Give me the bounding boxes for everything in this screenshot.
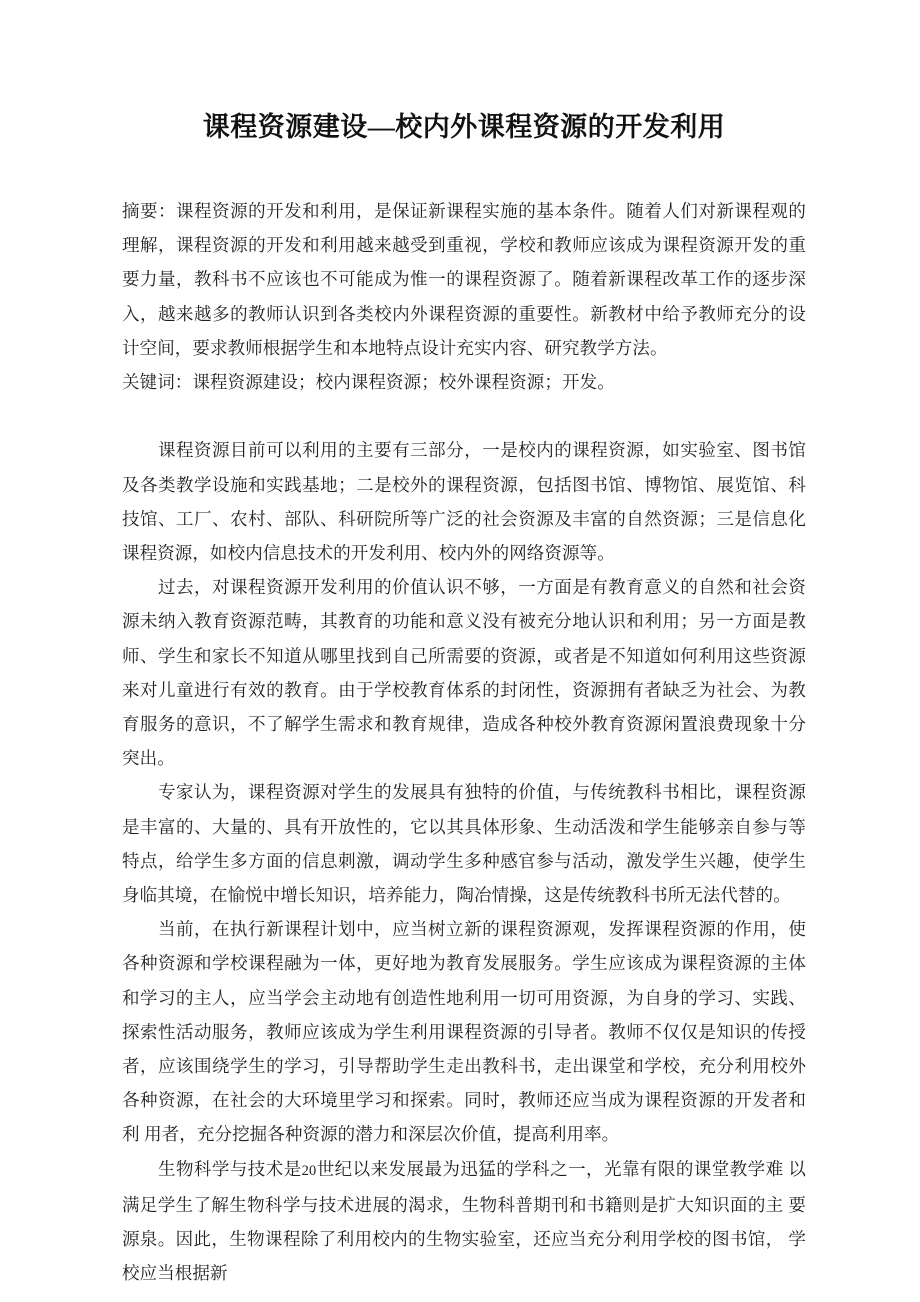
abstract-block <box>122 194 806 399</box>
body-paragraph-5 <box>122 1152 806 1291</box>
body-paragraph-1: 课程资源目前可以利用的主要有三部分，一是校内的课程资源，如实验室、图书馆 及各类教学设施和实践基地；二是校外的课程资源，包括图书馆、博物馆、展览馆、科 技馆、工厂、农村、部队、科研院所等广泛的社会资源及丰富的自然资源；三是信息化 课程资源，如校内信息技术的开发利用、校内外的网络资源等。 <box>122 440 806 564</box>
paragraph-spacer <box>122 399 806 433</box>
body-block <box>122 433 806 1290</box>
last-paragraph-suffix: 世纪以来发展最为迅猛的学科之一，光靠有限的课堂教学难 以满足学生了解生物科学与技术进展的渴求，生物科普期刊和书籍则是扩大知识面的主 要源泉。因此，生物课程除了利用校内的生物实验室，还应当充分利用学校的图书馆， 学校应当根据新 <box>122 1158 806 1284</box>
abstract-paragraph: 摘要：课程资源的开发和利用，是保证新课程实施的基本条件。随着人们对新课程观的 理解，课程资源的开发和利用越来越受到重视，学校和教师应该成为课程资源开发的重 要力量，教科书不应该也不可能成为惟一的课程资源了。随着新课程改革工作的逐步深 入，越来越多的教师认识到各类校内外课程资源的重要性。新教材中给予教师充分的设 计空间，要求教师根据学生和本地特点设计充实内容、研究教学方法。 <box>122 201 806 358</box>
document-content <box>122 0 806 1290</box>
body-paragraph-2: 过去，对课程资源开发利用的价值认识不够，一方面是有教育意义的自然和社会资 源未纳入教育资源范畴，其教育的功能和意义没有被充分地认识和利用；另一方面是教 师、学生和家长不知道从哪里找到自己所需要的资源，或者是不知道如何利用这些资源 来对儿童进行有效的教育。由于学校教育体系的封闭性，资源拥有者缺乏为社会、为教 育服务的意识，不了解学生需求和教育规律，造成各种校外教育资源闲置浪费现象十分 突出。 <box>122 577 806 769</box>
page-title: 课程资源建设—校内外课程资源的开发利用 <box>202 112 726 142</box>
body-paragraph-4: 当前，在执行新课程计划中，应当树立新的课程资源观，发挥课程资源的作用，使 各种资源和学校课程融为一体，更好地为教育发展服务。学生应该成为课程资源的主体 和学习的主人，应当学会主动地有创造性地利用一切可用资源，为自身的学习、实践、 探索性活动服务，教师应该成为学生利用课程资源的引导者。教师不仅仅是知识的传授 者，应该围绕学生的学习，引导帮助学生走出教科书，走出课堂和学校，充分利用校外 各种资源，在社会的大环境里学习和探索。同时，教师还应当成为课程资源的开发者和利 用者，充分挖掘各种资源的潜力和深层次价值，提高利用率。 <box>122 919 806 1145</box>
body-paragraph-3: 专家认为，课程资源对学生的发展具有独特的价值，与传统教科书相比，课程资源 是丰富的、大量的、具有开放性的，它以其具体形象、生动活泼和学生能够亲自参与等 特点，给学生多方面的信息刺激，调动学生多种感官参与活动，激发学生兴趣，使学生 身临其境，在愉悦中增长知识，培养能力，陶冶情操，这是传统教科书所无法代替的。 <box>122 782 806 906</box>
keywords-paragraph: 关键词：课程资源建设；校内课程资源；校外课程资源；开发。 <box>122 372 615 393</box>
last-paragraph-number: 20 <box>301 1162 317 1179</box>
last-paragraph-prefix: 生物科学与技术是 <box>158 1158 302 1179</box>
